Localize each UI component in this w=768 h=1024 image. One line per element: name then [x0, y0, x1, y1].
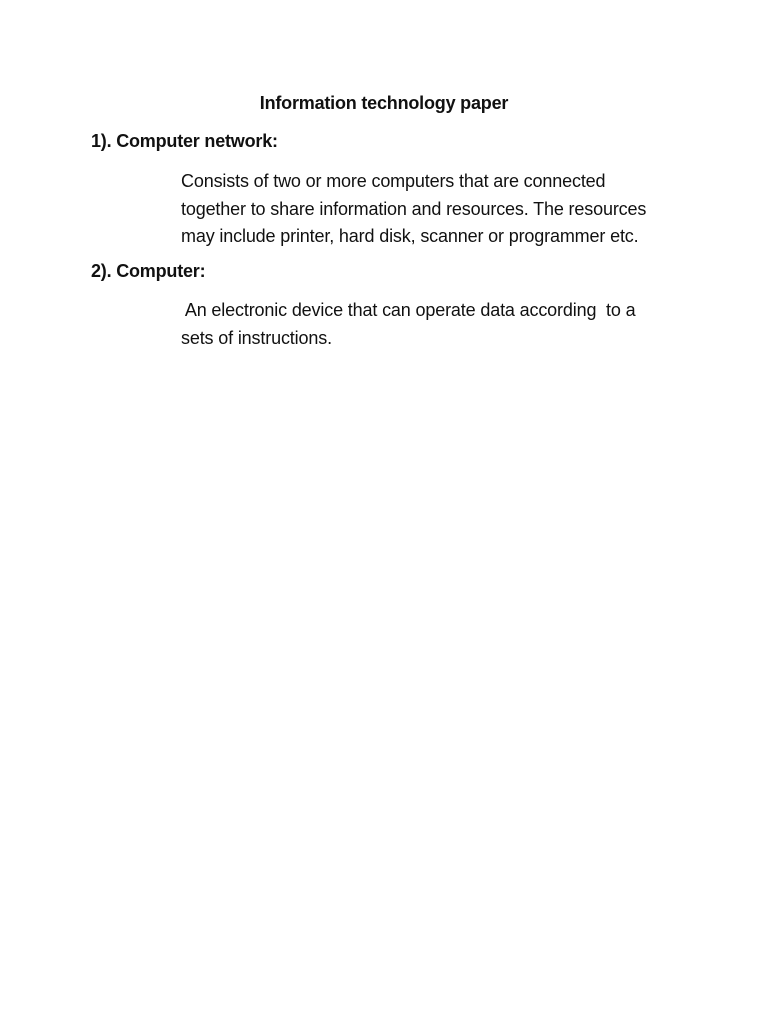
- body-line: may include printer, hard disk, scanner or programmer etc.: [181, 226, 639, 246]
- body-line: sets of instructions.: [181, 327, 332, 348]
- section-heading-computer: 2). Computer:: [91, 261, 206, 281]
- body-line: Consists of two or more computers that are connected: [181, 171, 606, 191]
- section-body-computer-network: [181, 168, 681, 251]
- body-line: An electronic device that can operate data according to a: [181, 300, 636, 320]
- section-body-computer: [181, 297, 681, 352]
- document-title: Information technology paper: [259, 93, 509, 113]
- section-heading-computer-network: 1). Computer network:: [91, 131, 278, 151]
- body-line: together to share information and resources. The resources: [181, 198, 647, 219]
